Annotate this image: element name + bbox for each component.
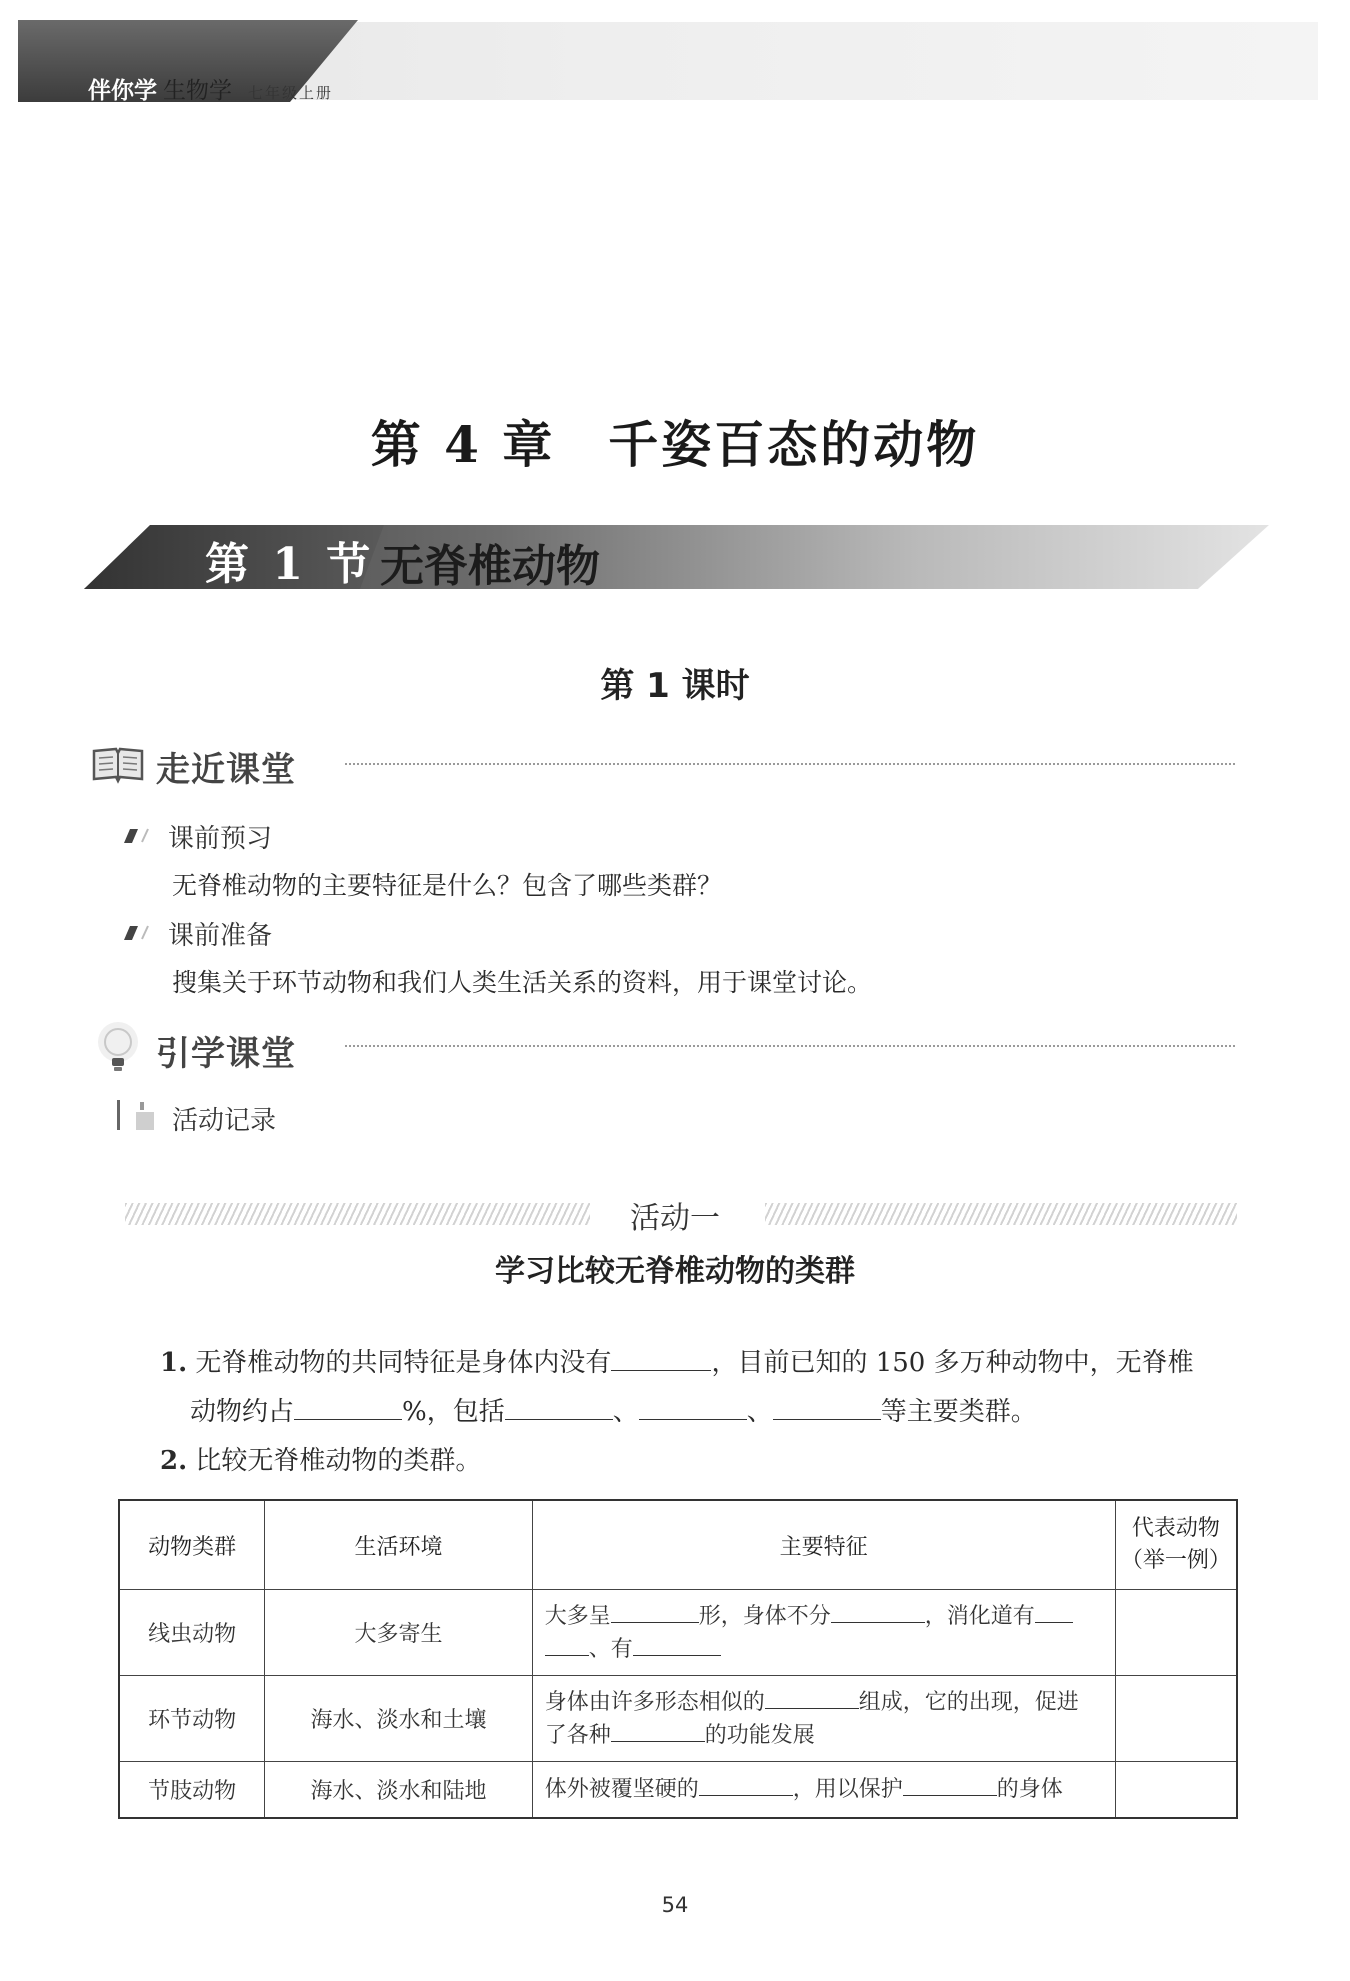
answer-blank[interactable]	[773, 1397, 881, 1420]
subheading-label: 课前预习	[168, 824, 273, 854]
section-title: 无脊椎动物	[380, 541, 600, 592]
feature-text: 、有	[588, 1636, 633, 1662]
column-header-line: 代表动物	[1131, 1516, 1220, 1541]
separator: 、	[612, 1397, 639, 1427]
module-title: 引学课堂	[156, 1033, 296, 1074]
separator: 、	[746, 1397, 773, 1427]
question-number: 1.	[160, 1348, 188, 1378]
question-number: 2.	[160, 1446, 188, 1476]
feature-text: 的身体	[996, 1776, 1063, 1802]
column-header: 动物类群	[119, 1500, 265, 1590]
table-header-row	[119, 1500, 1237, 1590]
question-text: %，包括	[402, 1397, 505, 1427]
group-cell: 环节动物	[119, 1676, 265, 1762]
table-row	[119, 1590, 1237, 1676]
page-number: 54	[661, 1893, 689, 1917]
column-header-line: （举一例）	[1120, 1548, 1231, 1573]
chapter-title: 第 4 章 千姿百态的动物	[370, 415, 980, 474]
group-cell: 线虫动物	[119, 1590, 265, 1676]
answer-blank[interactable]	[699, 1777, 793, 1796]
answer-blank[interactable]	[294, 1397, 402, 1420]
feature-text: 组成，它的出现，促进	[858, 1689, 1079, 1715]
subheading-label: 活动记录	[172, 1105, 277, 1136]
habitat-cell: 海水、淡水和土壤	[265, 1676, 532, 1762]
divider	[345, 763, 1235, 765]
slash-marker-icon	[118, 922, 154, 946]
feature-text: ，消化道有	[924, 1603, 1035, 1629]
subheading-prep	[118, 915, 272, 952]
invertebrate-comparison-table	[118, 1499, 1238, 1819]
answer-blank[interactable]	[903, 1777, 997, 1796]
habitat-cell: 海水、淡水和陆地	[265, 1762, 532, 1818]
module-heading-guided	[92, 1020, 296, 1080]
feature-cell	[532, 1590, 1115, 1676]
answer-blank[interactable]	[611, 1604, 699, 1623]
divider	[345, 1045, 1235, 1047]
prep-text: 搜集关于环节动物和我们人类生活关系的资料，用于课堂讨论。	[172, 968, 873, 997]
answer-blank[interactable]	[765, 1690, 859, 1709]
feature-text: 了各种	[544, 1722, 611, 1748]
habitat-cell: 大多寄生	[265, 1590, 532, 1676]
feature-text: 的功能发展	[704, 1722, 815, 1748]
question-text: 比较无脊椎动物的类群。	[195, 1446, 482, 1476]
column-header: 生活环境	[265, 1500, 532, 1590]
feature-text: 形，身体不分	[698, 1603, 831, 1629]
answer-blank[interactable]	[831, 1604, 925, 1623]
example-cell[interactable]	[1115, 1676, 1237, 1762]
example-cell[interactable]	[1115, 1590, 1237, 1676]
question-2	[160, 1440, 481, 1477]
running-header	[88, 72, 333, 108]
module-heading-approach	[92, 742, 296, 791]
series-name: 伴你学	[88, 78, 157, 104]
subject-name: 生物学	[163, 78, 232, 104]
feature-text: 大多呈	[544, 1603, 611, 1629]
question-text: ，目前已知的 150 多万种动物中，无脊椎	[711, 1348, 1194, 1378]
answer-blank[interactable]	[1035, 1604, 1073, 1623]
lightbulb-icon	[92, 1020, 144, 1080]
lesson-title: 第 1 课时	[600, 666, 750, 706]
feature-cell	[532, 1762, 1115, 1818]
table-row	[119, 1676, 1237, 1762]
question-text: 等主要类群。	[880, 1397, 1037, 1427]
subheading-label: 课前准备	[168, 921, 273, 951]
feature-text: 体外被覆坚硬的	[544, 1776, 699, 1802]
answer-blank[interactable]	[505, 1397, 613, 1420]
feature-cell	[532, 1676, 1115, 1762]
slash-marker-icon	[118, 825, 154, 849]
answer-blank[interactable]	[639, 1397, 747, 1420]
feature-text: ，用以保护	[792, 1776, 903, 1802]
question-1-line-2	[190, 1391, 1037, 1428]
table-row	[119, 1762, 1237, 1818]
question-text: 动物约占	[190, 1397, 295, 1427]
feature-text: 身体由许多形态相似的	[544, 1689, 765, 1715]
module-title: 走近课堂	[156, 750, 296, 790]
subheading-preview	[118, 818, 272, 855]
preview-text: 无脊椎动物的主要特征是什么？包含了哪些类群？	[172, 871, 723, 900]
answer-blank[interactable]	[545, 1637, 589, 1656]
question-text: 无脊椎动物的共同特征是身体内没有	[195, 1348, 612, 1378]
activity-label: 活动一	[630, 1201, 720, 1236]
subheading-activity-record	[116, 1098, 276, 1138]
question-1-line-1	[160, 1342, 1194, 1379]
open-book-icon	[92, 745, 144, 789]
answer-blank[interactable]	[611, 1723, 705, 1742]
column-header	[1115, 1500, 1237, 1590]
answer-blank[interactable]	[611, 1348, 711, 1371]
group-cell: 节肢动物	[119, 1762, 265, 1818]
activity-title: 学习比较无脊椎动物的类群	[495, 1254, 855, 1289]
example-cell[interactable]	[1115, 1762, 1237, 1818]
section-number: 第 1 节	[205, 539, 375, 590]
answer-blank[interactable]	[633, 1637, 721, 1656]
bar-marker-icon	[116, 1098, 158, 1138]
column-header: 主要特征	[532, 1500, 1115, 1590]
grade-label: 七年级上册	[248, 84, 334, 102]
